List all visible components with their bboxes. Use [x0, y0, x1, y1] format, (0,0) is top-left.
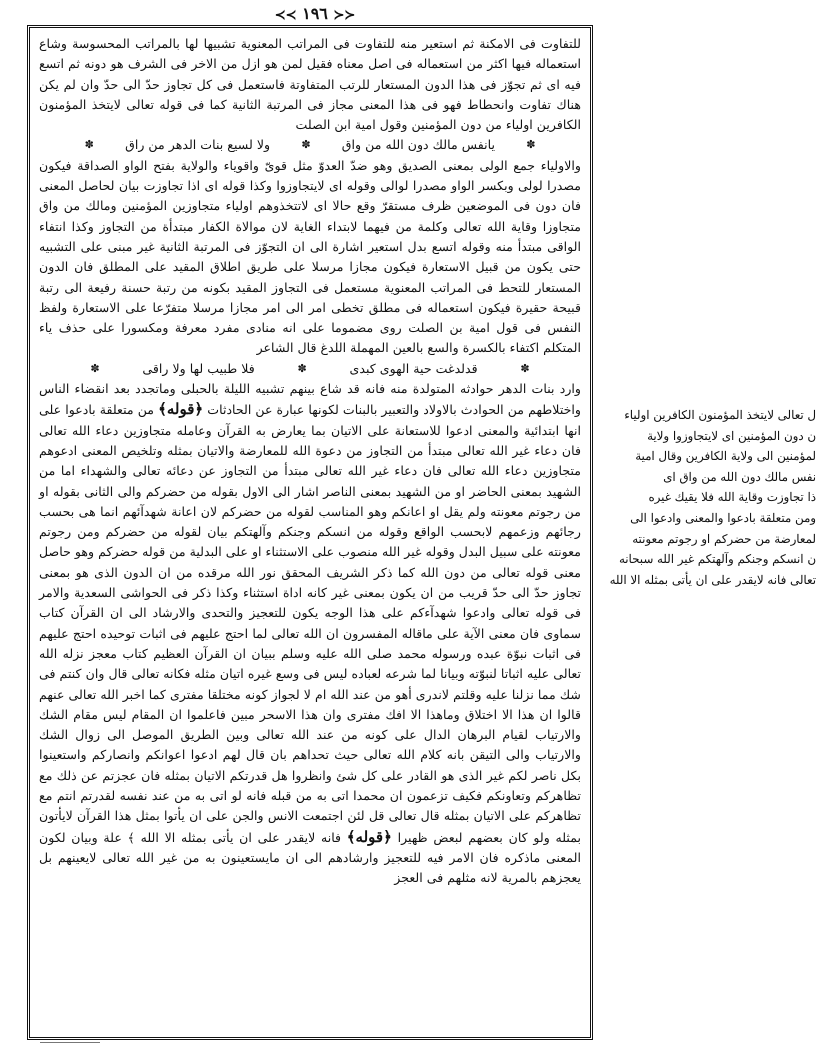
margin-line: ن انسكم وجنكم وآلهتكم غير الله سبحانه	[618, 552, 816, 567]
verse-2	[39, 359, 581, 379]
star-ornament: ✽	[301, 138, 311, 152]
paragraph-2: والاولياء جمع الولى بمعنى الصديق وهو ضدّ العدوّ مثل قوىّ واقوياء والولاية بفتح الواو الصداقة فيكون مصدرا لولى وبكسر الواو مصدرا لوالى وقوله اى لايتجاوزوا وكذا قوله اى اذا تجاوزت بيان لحاصل المعنى فان دون فى الموضعين ظرف مستقرّ وقع حالا اى لاتتخذوهم اولياء متجاوزين المؤمنين ومالك من واق متجاوزا وقاية الله تعالى وكلمة من فيهما لابتداء الغاية لان موالاة الكفار مبتدأة من التجاوز وكذا انتفاء الواقى مبتدأ منه وقوله اتسع بدل استعير اشارة الى ان التجوّز فى المرتبة الثانية غير مبنى على التشبيه حتى يكون من قبيل الاستعارة فيكون مجازا مرسلا على طريق اطلاق المقيد على المطلق فان الدون المستعار للتحط فى المراتب المعنوية مستعمل فى التجاوز المقيد بكونه من رتبة حسنة رفيعة الى رتبة قبيحة حقيرة فيكون استعماله فى مطلق تخطى امر الى امر مجازا مرسلا متفرّعا على الاستعارة ولفظ النفس فى قول امية بن الصلت روى مضموما على انه منادى مفرد معرفة ومكسورا على حذف ياء المتكلم اكتفاء بالكسرة والسع بالعين المهملة اللدغ قال الشاعر	[39, 157, 581, 356]
star-ornament: ✽	[90, 361, 100, 375]
main-text-column	[30, 28, 590, 888]
verse-2-left-hemistich: فلا طبيب لها ولا راقى	[142, 360, 255, 376]
paragraph-3-intro: وارد بنات الدهر حوادثه المتولدة منه فانه قد شاع بينهم تشبيه الليلة بالحبلى وماتجدد بعد انقضاء الناس واختلاطهم من الحوادث بالاولاد والتعبير بالبنات لكونها عبارة عن الحادثات	[39, 381, 581, 418]
verse-1	[39, 135, 581, 155]
margin-line: ومن متعلقة بادعوا والمعنى وادعوا الى	[630, 510, 816, 525]
verse-2-right-hemistich: قدلدغت حية الهوى كبدى	[349, 360, 478, 376]
margin-line: ذا تجاوزت وقاية الله فلا يقيك غيره	[648, 490, 816, 505]
star-ornament: ✽	[297, 361, 307, 375]
paragraph-3	[39, 379, 581, 888]
star-ornament: ✽	[526, 138, 536, 152]
margin-line: نفس مالك دون الله من واق اى	[663, 469, 816, 484]
star-ornament: ✽	[84, 138, 94, 152]
ornament-left: ≺≺	[274, 8, 297, 23]
lemma-marker: ﴿قوله﴾	[346, 827, 392, 846]
margin-line: لمعارضة من حضركم او رجوتم معونته	[632, 531, 816, 546]
margin-line: ن دون المؤمنين اى لايتجاوزوا ولاية	[647, 428, 816, 443]
verse-1-left-hemistich: ولا لسيع بنات الدهر من راق	[125, 137, 271, 153]
margin-note	[601, 405, 816, 590]
margin-line: لمؤمنين الى ولاية الكافرين وقال امية	[635, 449, 816, 464]
paragraph-1: للتفاوت فى الامكنة ثم استعير منه للتفاوت فى المراتب المعنوية تشبيها لها بالمراتب المحسوسة وشاع استعماله فيها اكثر من استعماله فى اصل معناه فقيل لمن هو ازل من الاخر فى الشرف هو دونه ثم اتسع فيه اى ثم تجوّز فى هذا الدون المستعار للرتب المتفاوتة فاستعمل فى كل تجاوز حدّ الى حدّ وان لم يكن هناك تفاوت وانحطاط فهو فى هذا المعنى مجاز فى المرتبة الثانية كما فى قوله تعالى لايتخذ المؤمنون الكافرين اولياء من دون المؤمنين وقول امية ابن الصلت	[39, 36, 581, 133]
bottom-scribble	[40, 1042, 100, 1047]
ornament-right: ≻≻	[333, 8, 356, 23]
paragraph-3-body: من متعلقة بادعوا على انها ابتدائية والمعنى ادعوا للاستعانة على الاتيان بما يعارض به القرآن وعامله متجاوزين دعاء الله تعالى فان دعاء غير الله تعالى مبتدأ من التجاوز من دعوة الله للمعارضة والاتيان بمثله وتلخيص المعنى ادعوهم متجاوزين دعاء الله تعالى فان دعاء غير الله تعالى مبتدأ من التجاوز عن دعائه تعالى والشهداء اما من الشهيد بمعنى الحاضر او من الشهيد بمعنى الناصر اشار الى الاول بقوله من حضركم والى الثانى بقوله او من رجوتم معونته ولم يقل او اعانكم وهو المناسب لقوله من حضركم لان اعانة شهدآئهم انما هى بحسب رجائهم وزعمهم لابحسب الواقع وقوله من انسكم وجنكم وآلهتكم بيان لقوله من حضركم ومن رجوتم معونته على سبيل البدل وقوله غير الله منصوب على الاستثناء او على البدلية من قوله حضركم وهو حاصل معنى قوله تعالى من دون الله كما ذكر الشريف المحقق نور الله مرقده من ان الدون الذى هو بمعنى تجاوز حدّ الى حدّ قريب من ان يكون بمعنى غير كانه اداة استثناء وكذا ذكر فى الحواشى السعدية والامر فى قوله تعالى وادعوا شهدآءكم على هذا الوجه يكون للتعجيز والتحدى والارشاد الى ان القرآن كتاب سماوى فان معنى الآية على ماقاله المفسرون ان الله تعالى لما احتج عليهم فى اثبات توحيده احتج عليهم فى اثبات نبوّة عبده ورسوله محمد صلى الله عليه وسلم ببيان ان القرآن العظيم كتاب معجز نزله الله تعالى عليه اثباتا لنبوّته وبيانا لما شرعه لعباده ليس فى وسع غيره اتيان مثله فكانه تعالى قال وان كنتم فى شك مما نزلنا عليه وقلتم لاندرى أهو من عند الله ام لا لجواز كونه مختلقا مفترى كما اخبر الله تعالى عنهم قالوا ان هذا الا اختلاق وماهذا الا افك مفترى وان هذا الاسحر مبين فاعلموا ان المقام ليس مقام الشك والارتياب لقيام البرهان الدال على كونه من عند الله تعالى وبين الطريق الموصل الى زوال الشك والارتياب والى التيقن بانه كلام الله تعالى حيث تحداهم بان قال لهم ادعوا اعوانكم وانصاركم واستعينوا بكل ناصر لكم غير الذى هو القادر على كل شئ وانظروا هل قدرتكم الاتيان بمثله فان عجزتم عن ذلك مع تظاهركم وتعاونكم فكيف تزعمون ان محمدا اتى به من قبله فانه لو اتى به من عند نفسه لقدرتم انتم مع تظاهركم على الاتيان بمثله قال تعالى قل لئن اجتمعت الانس والجن على ان يأتوا بمثل هذا القرآن لايأتون بمثله ولو كان بعضهم لبعض ظهيرا	[39, 402, 581, 845]
paragraph-4: فانه لايقدر على ان يأتى بمثله الا الله ﴾ علة وبيان لكون المعنى ماذكره فان الامر فيه للتعجيز وارشادهم الى ان مايستعينون به من غير الله تعالى لايعينهم بل يعجزهم بالمرية لانه مثلهم فى العجز	[39, 829, 581, 886]
page-header	[230, 4, 400, 23]
page-number: ١٩٦	[302, 4, 328, 23]
lemma-marker: ﴿قوله﴾	[158, 400, 204, 419]
verse-1-right-hemistich: يانفس مالك دون الله من واق	[341, 137, 495, 153]
star-ornament: ✽	[520, 361, 530, 375]
main-text-frame	[27, 25, 593, 1040]
margin-line: تعالى فانه لايقدر على ان يأتى بمثله الا الله	[609, 572, 816, 587]
margin-line: ل تعالى لايتخذ المؤمنون الكافرين اولياء	[624, 408, 816, 422]
